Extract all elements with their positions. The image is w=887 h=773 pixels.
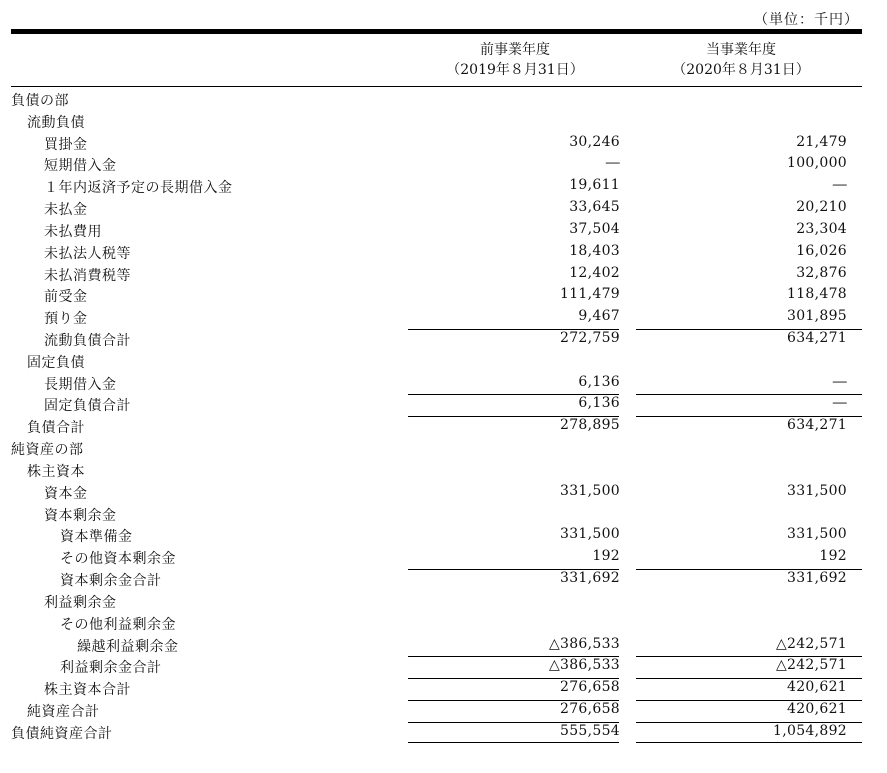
row-label: 前受金 [44, 289, 88, 305]
value-prior: 30,246 [569, 134, 620, 150]
row-label: 資本金 [44, 486, 88, 502]
row-label: 資本準備金 [60, 529, 133, 545]
total-rule [636, 416, 862, 417]
total-rule [408, 678, 619, 679]
value-current: △242,571 [775, 636, 847, 652]
value-current: 100,000 [787, 155, 847, 171]
total-row [0, 393, 887, 415]
row-label: 預り金 [44, 311, 88, 327]
total-row [0, 655, 887, 677]
value-prior: 12,402 [569, 265, 620, 281]
total-rule [636, 700, 862, 701]
table-row [0, 459, 887, 481]
table-row [0, 219, 887, 241]
row-label: 負債純資産合計 [11, 726, 113, 742]
value-current: 301,895 [787, 308, 847, 324]
table-row [0, 481, 887, 503]
table-row [0, 590, 887, 612]
total-row [0, 415, 887, 437]
total-row [0, 328, 887, 350]
value-current: 331,500 [787, 526, 847, 542]
row-label: 短期借入金 [44, 158, 117, 174]
value-prior: 19,611 [569, 177, 620, 193]
total-rule [636, 722, 862, 723]
value-current: △242,571 [775, 657, 847, 673]
total-rule [636, 678, 862, 679]
table-row [0, 153, 887, 175]
row-label: 負債の部 [11, 93, 69, 109]
value-prior: 192 [592, 548, 620, 564]
total-rule [408, 394, 619, 395]
table-row [0, 263, 887, 285]
table-row [0, 524, 887, 546]
row-label: 固定負債合計 [44, 398, 131, 414]
column-header-prior [410, 40, 620, 80]
column-date-prior: （2019年８月31日） [446, 62, 584, 78]
total-rule [636, 656, 862, 657]
value-prior: 272,759 [560, 330, 620, 346]
value-prior: 331,500 [560, 483, 620, 499]
total-rule [636, 394, 862, 395]
value-current: 23,304 [796, 221, 847, 237]
value-current: 21,479 [796, 134, 847, 150]
table-row [0, 110, 887, 132]
value-current: ― [832, 177, 847, 193]
value-prior: 331,500 [560, 526, 620, 542]
row-label: 利益剰余金合計 [60, 660, 162, 676]
value-current: 331,692 [787, 570, 847, 586]
table-row [0, 372, 887, 394]
total-rule [636, 329, 862, 330]
table-row [0, 88, 887, 110]
row-label: その他利益剰余金 [60, 617, 176, 633]
value-prior: 18,403 [569, 243, 620, 259]
row-label: 株主資本合計 [44, 682, 131, 698]
value-current: 16,026 [796, 243, 847, 259]
value-prior: 6,136 [578, 374, 620, 390]
total-row [0, 568, 887, 590]
row-label: 株主資本 [27, 464, 85, 480]
table-row [0, 350, 887, 372]
value-current: 118,478 [787, 286, 847, 302]
value-prior: 276,658 [560, 701, 620, 717]
column-header-current [636, 40, 846, 80]
top-thick-rule [11, 29, 862, 34]
value-prior: 331,692 [560, 570, 620, 586]
row-label: 長期借入金 [44, 377, 117, 393]
value-current: 1,054,892 [773, 723, 847, 739]
value-current: 331,500 [787, 483, 847, 499]
total-row [0, 699, 887, 721]
table-row [0, 546, 887, 568]
column-title-prior: 前事業年度 [480, 42, 550, 58]
row-label: 純資産合計 [27, 704, 100, 720]
total-row [0, 721, 887, 743]
row-label: 固定負債 [27, 355, 85, 371]
value-prior: 37,504 [569, 221, 620, 237]
value-prior: 555,554 [560, 723, 620, 739]
row-label: 未払金 [44, 202, 88, 218]
table-row [0, 241, 887, 263]
column-title-current: 当事業年度 [706, 42, 776, 58]
row-label: 流動負債 [27, 115, 85, 131]
value-prior: △386,533 [548, 657, 620, 673]
value-prior: 278,895 [560, 417, 620, 433]
total-rule [408, 569, 619, 570]
value-current: 634,271 [787, 417, 847, 433]
row-label: 純資産の部 [11, 442, 84, 458]
row-label: 利益剰余金 [44, 595, 117, 611]
table-row [0, 284, 887, 306]
row-label: １年内返済予定の長期借入金 [44, 180, 233, 196]
value-prior: ― [605, 155, 620, 171]
table-row [0, 503, 887, 525]
table-row [0, 175, 887, 197]
table-row [0, 132, 887, 154]
column-date-current: （2020年８月31日） [672, 62, 810, 78]
row-label: 負債合計 [27, 420, 85, 436]
value-prior: 33,645 [569, 199, 620, 215]
value-prior: △386,533 [548, 636, 620, 652]
table-row [0, 437, 887, 459]
value-current: ― [832, 395, 847, 411]
row-label: 買掛金 [44, 137, 88, 153]
value-prior: 276,658 [560, 679, 620, 695]
value-current: 634,271 [787, 330, 847, 346]
total-rule [408, 329, 619, 330]
row-label: 未払消費税等 [44, 268, 131, 284]
final-rule [636, 742, 862, 743]
row-label: 流動負債合計 [44, 333, 131, 349]
total-rule [636, 569, 862, 570]
row-label: 繰越利益剰余金 [77, 639, 179, 655]
table-row [0, 634, 887, 656]
value-current: ― [832, 374, 847, 390]
row-label: その他資本剰余金 [60, 551, 176, 567]
total-rule [408, 722, 619, 723]
total-rule [408, 416, 619, 417]
row-label: 未払法人税等 [44, 246, 131, 262]
table-row [0, 197, 887, 219]
table-row [0, 612, 887, 634]
value-prior: 111,479 [560, 286, 620, 302]
total-row [0, 677, 887, 699]
unit-label: （単位：千円） [754, 12, 859, 28]
row-label: 資本剰余金合計 [60, 573, 162, 589]
value-current: 32,876 [796, 265, 847, 281]
total-rule [408, 700, 619, 701]
value-prior: 6,136 [578, 395, 620, 411]
value-current: 192 [819, 548, 847, 564]
value-prior: 9,467 [578, 308, 620, 324]
final-rule [408, 742, 619, 743]
table-row [0, 306, 887, 328]
value-current: 420,621 [787, 701, 847, 717]
value-current: 420,621 [787, 679, 847, 695]
total-rule [408, 656, 619, 657]
header-bottom-rule [11, 86, 862, 87]
row-label: 未払費用 [44, 224, 102, 240]
row-label: 資本剰余金 [44, 508, 117, 524]
value-current: 20,210 [796, 199, 847, 215]
